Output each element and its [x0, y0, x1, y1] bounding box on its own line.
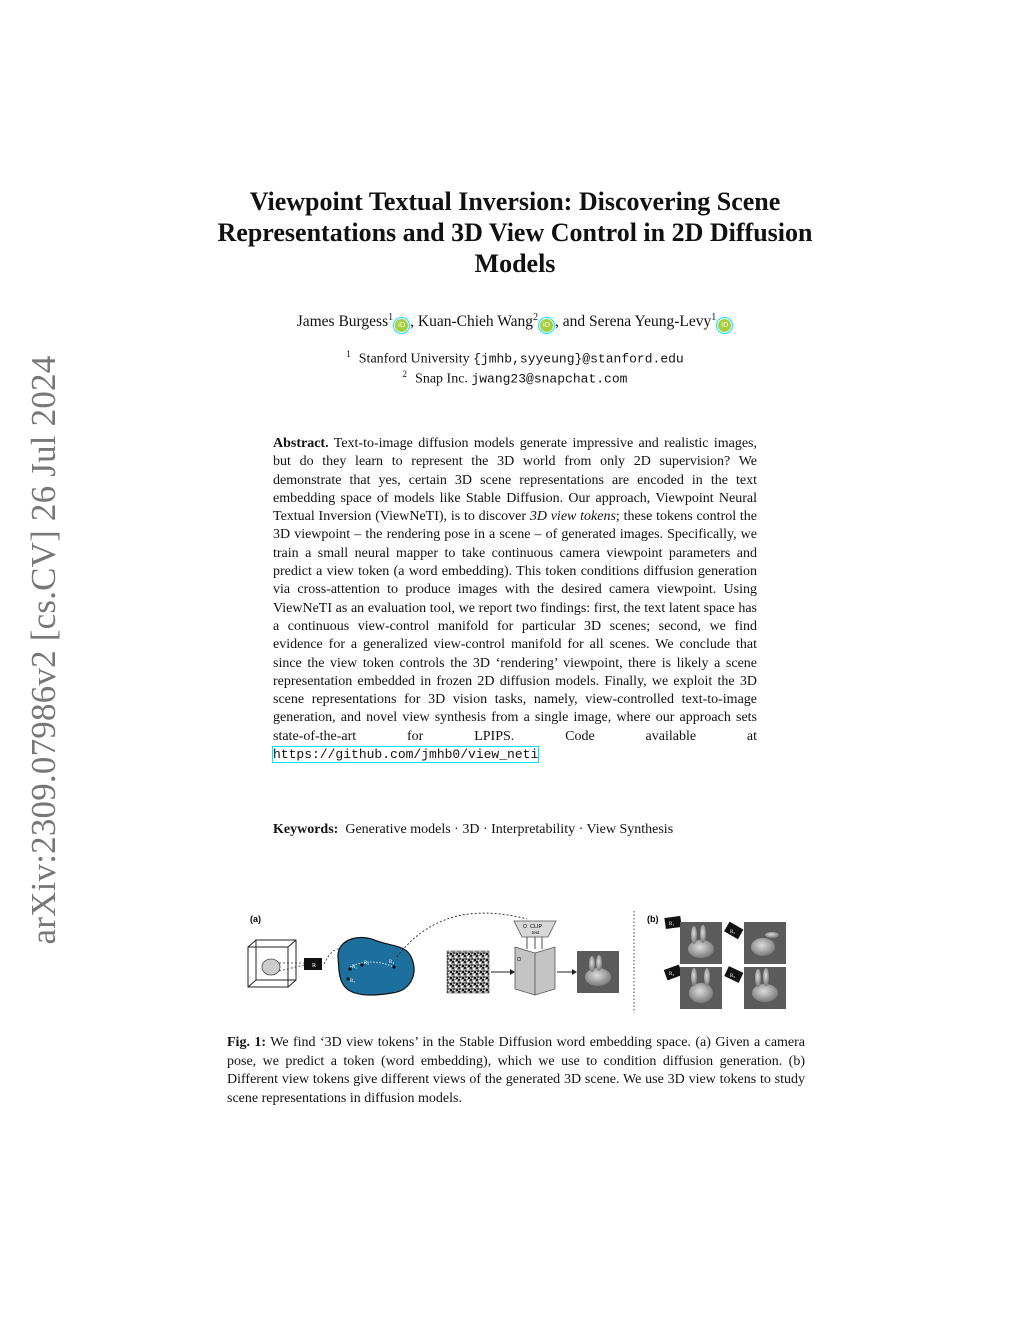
author-separator: , and [555, 313, 590, 331]
panel-a-label: (a) [250, 914, 261, 924]
affil-org: Snap Inc. [415, 371, 468, 387]
affil-number: 1 [346, 349, 351, 359]
author-list [160, 312, 870, 332]
keywords-label: Keywords: [273, 822, 339, 837]
svg-text:R₂: R₂ [730, 930, 736, 935]
abstract-italic-term: 3D view tokens [529, 509, 616, 525]
abstract-text-b: ; these tokens control the 3D viewpoint – the rendering pose in a scene – of generated images. Specifically, we train a small neural mapper to take continuous camera viewpoint parameters and predict a view token (a word embedding). This token conditions diffusion generation via cross-attention to produce images with the desired camera viewpoint. Using ViewNeTI as an evaluation tool, we report two findings: first, the text latent space has a continuous view-control manifold for particular 3D scenes; second, we find evidence for a generalized view-control manifold for all scenes. We conclude that since the view token controls the 3D ‘rendering’ viewpoint, there is likely a scene representation embedded in frozen 2D diffusion models. Finally, we exploit the 3D scene representations for 3D vision tasks, namely, view-controlled text-to-image generation, and novel view synthesis from a single image, where our approach sets state-of-the-art for LPIPS. Code available at [273, 509, 757, 744]
affil-org: Stanford University [358, 351, 470, 367]
orcid-icon[interactable]: iD [395, 319, 408, 332]
author-name: Serena Yeung-Levy [589, 313, 712, 331]
orcid-icon[interactable]: iD [540, 319, 553, 332]
affil-email: {jmhb,syyeung}@stanford.edu [473, 351, 684, 367]
figure-1 [242, 907, 792, 1015]
orcid-icon[interactable]: iD [718, 319, 731, 332]
camera-icon [304, 958, 322, 970]
paper-title: Viewpoint Textual Inversion: Discovering Scene Representations and 3D View Control in 2D Diffusion Models [217, 187, 813, 278]
keywords-text: Generative models · 3D · Interpretability · View Synthesis [345, 822, 674, 837]
unet-diagram [515, 947, 555, 995]
author-affil-sup: 1 [711, 312, 717, 323]
keywords [273, 822, 793, 838]
abstract [273, 435, 757, 764]
token-arrow [397, 913, 527, 957]
abstract-text-a: Text-to-image diffusion models generate impressive and realistic images, but do they learn to represent the 3D world from only 2D supervision? We demonstrate that yes, certain 3D scene representations are encoded in the text embedding space of models like Stable Diffusion. Our approach, Viewpoint Neural Textual Inversion (ViewNeTI), is to discover [273, 436, 757, 525]
author-affil-sup: 1 [388, 312, 394, 323]
arxiv-sidebar-id: arXiv:2309.07986v2 [cs.CV] 26 Jul 2024 [24, 355, 63, 945]
panel-b-label: (b) [647, 914, 659, 924]
svg-text:R₄: R₄ [389, 960, 395, 965]
svg-text:R₁: R₁ [352, 965, 358, 970]
affil-number: 2 [402, 369, 408, 379]
clip-encoder-box [514, 921, 556, 937]
svg-text:text: text [532, 930, 540, 935]
svg-text:R₃: R₃ [669, 972, 675, 977]
author-name: James Burgess [296, 313, 389, 331]
view-grid [664, 916, 786, 1009]
svg-text:R: R [312, 963, 317, 969]
caption-label: Fig. 1: [227, 1035, 267, 1050]
affil-email: jwang23@snapchat.com [471, 371, 628, 387]
svg-text:R₃: R₃ [350, 979, 356, 984]
caption-text: We find ‘3D view tokens’ in the Stable Diffusion word embedding space. (a) Given a camera pose, we predict a token (word embedding), which we use to condition diffusion generation. (b) Different view tokens give different views of the generated 3D scene. We use 3D view tokens to study scene representations in diffusion models. [227, 1035, 806, 1106]
abstract-label: Abstract. [273, 436, 329, 451]
svg-text:R₄: R₄ [730, 974, 736, 979]
embedding-manifold [338, 938, 414, 996]
noise-image [447, 951, 489, 993]
figure-1-graphic [242, 907, 792, 1015]
author-affil-sup: 2 [533, 312, 538, 323]
code-link[interactable]: https://github.com/jmhb0/view_neti [273, 747, 539, 763]
svg-text:R₁: R₁ [669, 922, 675, 927]
svg-text:R₂: R₂ [364, 961, 370, 966]
affiliation-2 [200, 369, 830, 388]
svg-text:CLIP: CLIP [530, 924, 543, 930]
figure-1-caption [227, 1034, 805, 1108]
affiliation-1 [200, 349, 830, 368]
author-name: Kuan-Chieh Wang [417, 313, 533, 331]
bunny-icon [262, 959, 280, 975]
author-separator: , [410, 313, 418, 331]
